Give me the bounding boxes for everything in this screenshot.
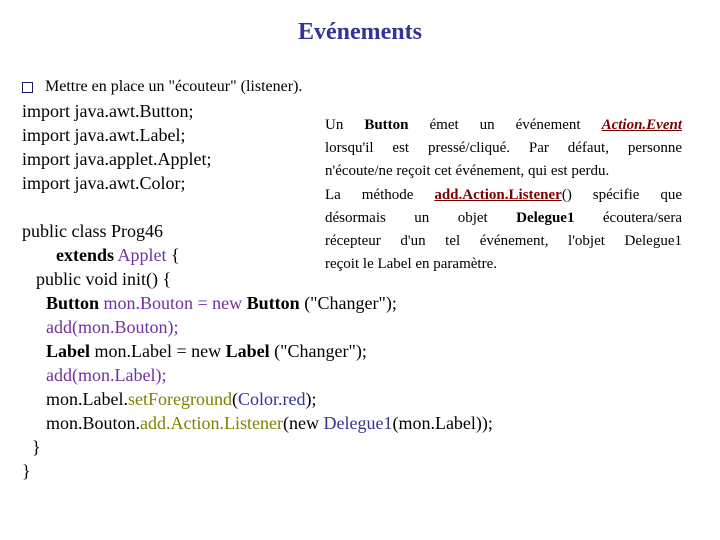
ctor-button: Button xyxy=(246,293,300,313)
explanation-note xyxy=(325,114,682,276)
new-keyword: new xyxy=(288,413,319,433)
code-line-set-foreground xyxy=(46,387,316,411)
note-line: n'écoute/ne reçoit cet événement, qui est perdu. xyxy=(325,162,610,179)
note-line: récepteur d'un tel événement, l'objet Delegue1 xyxy=(325,232,682,249)
bullet-item xyxy=(22,78,302,96)
code-method: add.Action.Listener xyxy=(140,413,283,433)
note-term: Delegue1 xyxy=(516,210,575,227)
code-paren: ( xyxy=(231,389,238,409)
method-declaration: public void init() { xyxy=(36,269,172,289)
ctor-label: Label xyxy=(225,341,270,361)
code-object: mon.Bouton. xyxy=(46,413,141,433)
open-brace: { xyxy=(171,245,180,265)
page-title: Evénements xyxy=(298,19,422,45)
code-line-add-listener xyxy=(46,411,493,435)
code-line-button xyxy=(46,291,397,315)
extends-type: Applet xyxy=(117,245,167,265)
note-highlight: add.Action.Listener xyxy=(434,187,562,204)
import-line: import java.awt.Color; xyxy=(22,173,186,193)
code-object: mon.Label. xyxy=(46,389,128,409)
code-fragment: mon.Bouton = new xyxy=(99,293,247,313)
code-line-add-button: add(mon.Bouton); xyxy=(46,317,179,337)
note-line: reçoit le Label en paramètre. xyxy=(325,255,497,272)
import-line: import java.awt.Label; xyxy=(22,125,186,145)
type-button: Button xyxy=(46,293,100,313)
note-text: () spécifie que xyxy=(561,187,682,204)
bullet-text: Mettre en place un "écouteur" (listener). xyxy=(45,78,303,95)
code-close: ); xyxy=(305,389,317,409)
code-args: ("Changer"); xyxy=(269,341,367,361)
extends-line xyxy=(56,243,180,267)
note-term: Button xyxy=(364,117,409,133)
extends-keyword: extends xyxy=(56,245,114,265)
code-arg: Color.red xyxy=(237,389,306,409)
code-args: ("Changer"); xyxy=(299,293,397,313)
code-paren: ( xyxy=(282,413,289,433)
code-class: Delegue1 xyxy=(323,413,393,433)
note-text: écoutera/sera xyxy=(574,210,682,227)
import-line: import java.applet.Applet; xyxy=(22,149,212,169)
note-text: Un xyxy=(325,117,365,133)
note-text: La méthode xyxy=(325,187,435,204)
close-class-brace: } xyxy=(22,461,31,481)
note-line xyxy=(325,184,682,207)
note-line: lorsqu'il est pressé/cliqué. Par défaut, personne xyxy=(325,139,682,156)
code-fragment: mon.Label = new xyxy=(90,341,226,361)
note-text: désormais un objet xyxy=(325,210,517,227)
note-highlight: Action.Event xyxy=(601,117,682,133)
import-line: import java.awt.Button; xyxy=(22,101,194,121)
note-text: émet un événement xyxy=(408,117,602,133)
type-label: Label xyxy=(46,341,91,361)
code-line-label xyxy=(46,339,367,363)
hollow-square-bullet-icon xyxy=(22,82,33,93)
note-line xyxy=(325,114,682,137)
code-method: setForeground xyxy=(127,389,232,409)
code-line-add-label: add(mon.Label); xyxy=(46,365,167,385)
note-line xyxy=(325,207,682,230)
code-args: (mon.Label)); xyxy=(392,413,493,433)
class-declaration: public class Prog46 xyxy=(22,221,163,241)
close-method-brace: } xyxy=(32,437,41,457)
